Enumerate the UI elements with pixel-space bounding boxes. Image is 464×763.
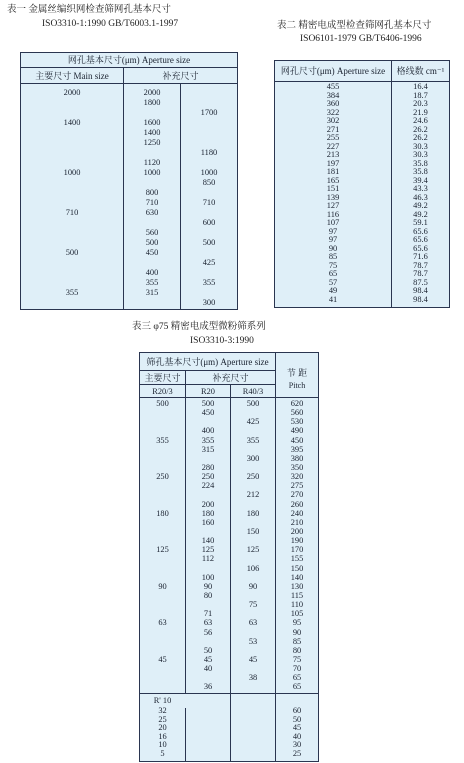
table3-col-pitch-cell: 130: [290, 581, 304, 591]
table2-col-lines-cell: 78.7: [413, 269, 428, 278]
table2-col-sizes-cell: 384: [326, 90, 340, 100]
table3-col-r403-cell: [231, 445, 275, 454]
table3-col-r203-cell: [140, 463, 185, 472]
table3-col-pitch-r10-cell: 45: [292, 723, 302, 733]
table2-col-sizes-cell: 127: [326, 201, 340, 210]
table2-col-sizes-cell: 181: [326, 167, 340, 176]
table1-col-supp1-cell: 400: [145, 268, 159, 277]
table2-col-sizes-cell: 107: [326, 218, 340, 227]
table3-col-pitch-r10-cell: 50: [292, 714, 302, 724]
table1-caption: 表一 金属丝编织网检查筛网孔基本尺寸: [7, 5, 171, 15]
table3-col-r20-cell: [186, 600, 230, 609]
table1-col-supp2-cell: [181, 228, 237, 238]
table2-col-sizes-cell: 271: [326, 124, 340, 134]
table3-col-r20-cell: [186, 637, 230, 646]
table2-col-lines-cell: 71.6: [413, 252, 428, 261]
table3-col-pitch-cell: 275: [290, 481, 304, 491]
table1-col-main-cell: [21, 298, 123, 308]
table1-col-supp1-cell: [124, 178, 180, 188]
table2-col-lines-cell: 43.3: [413, 184, 428, 193]
table3-col-r20-cell: [186, 673, 230, 682]
table1-header-supp: 补充尺寸: [162, 71, 199, 81]
table3-col-pitch-r10-cell: 25: [292, 748, 302, 758]
table2-col-lines-cell: 26.2: [413, 124, 428, 134]
table3-col-r203-cell: 90: [158, 581, 167, 591]
table3-col-r203-cell: [140, 682, 185, 691]
table3-col-r20-cell: 250: [201, 472, 215, 482]
table3-col-r403-cell: 53: [248, 636, 258, 646]
table1-col-main-cell: [21, 138, 123, 148]
table1-col-main-cell: [21, 158, 123, 168]
table3-col-r403-cell: 45: [248, 654, 258, 664]
table2-col-sizes-cell: 116: [326, 209, 340, 219]
table3-col-r203-cell: [140, 609, 185, 618]
table3-header-pitch-en: Pitch: [288, 381, 306, 390]
table2-col-lines: [392, 83, 449, 304]
table3-col-r20-cell: 400: [201, 426, 215, 436]
table1-col-supp1-cell: 355: [145, 278, 159, 287]
table2-col-lines-cell: 35.8: [413, 167, 428, 176]
table3-col-r20-cell: 36: [203, 682, 213, 692]
table1-col-supp2-cell: 355: [202, 278, 216, 287]
table1-col-supp1-cell: 1800: [143, 98, 161, 107]
table3-standard: ISO3310-3:1990: [190, 336, 254, 346]
table1-col-main-cell: [21, 198, 123, 208]
table3-col-r403-cell: 250: [246, 472, 260, 482]
table1-col-supp1-cell: 1250: [143, 138, 161, 147]
table2-col-sizes-cell: 255: [326, 133, 340, 142]
table3-col-r203-cell: 45: [158, 654, 167, 664]
table1-col-supp1-cell: 1120: [143, 158, 161, 167]
table3-col-pitch-r10: [276, 707, 318, 759]
table3-col-r203-cell: [140, 500, 185, 509]
table3-col-r10-cell: 32: [158, 706, 167, 715]
table1-col-supp2-cell: 425: [202, 258, 216, 267]
table1-col-main-cell: 500: [65, 248, 79, 257]
table3-col-pitch-cell: 65: [292, 682, 302, 692]
table1-col-supp2-cell: [181, 158, 237, 168]
table2-col-sizes-cell: 322: [326, 107, 340, 117]
table3-col-r403-cell: 106: [246, 563, 260, 573]
table1-col-supp1-cell: 630: [145, 208, 159, 217]
table2-col-lines-cell: 98.4: [413, 286, 428, 295]
table1-col-supp2-cell: [181, 188, 237, 198]
table2-col-lines-cell: 24.6: [413, 116, 428, 125]
table1-col-main-cell: [21, 278, 123, 288]
table3-col-r403-cell: [231, 573, 275, 582]
table2-col-lines-cell: 18.7: [413, 90, 428, 100]
table3-col-r403-cell: 425: [246, 417, 260, 427]
table1-col-supp1-cell: 450: [145, 248, 159, 257]
table3-col-r10-cell: 16: [158, 731, 167, 741]
table3-col-pitch-cell: 75: [292, 654, 302, 664]
table3-col-r403-cell: [231, 518, 275, 527]
table3-col-r403-cell: 212: [246, 490, 260, 500]
table1-col-supp1-cell: [124, 108, 180, 118]
table1-col-supp2-cell: 500: [202, 238, 216, 247]
table2-col-lines-cell: 49.2: [413, 209, 428, 219]
table3-col-r20-cell: 63: [203, 618, 213, 628]
table3-col-r403-cell: [231, 500, 275, 509]
table2-col-sizes-cell: 75: [328, 260, 338, 270]
table1-col-supp1-cell: 800: [145, 188, 159, 197]
table3-col-r203-cell: [140, 573, 185, 582]
table2-col-sizes-cell: 151: [326, 184, 340, 193]
table2-col-sizes-cell: 197: [326, 158, 340, 168]
table2-col-lines-cell: 35.8: [413, 158, 428, 168]
table1-col-main-cell: [21, 228, 123, 238]
table3-col-pitch-r10-cell: 40: [292, 731, 302, 741]
table3-col-r203-cell: [140, 426, 185, 435]
table1-col-supp1-cell: 1600: [143, 118, 161, 127]
table1-header-group: 网孔基本尺寸(μm) Aperture size: [67, 55, 191, 65]
table1-col-supp1-cell: 710: [145, 198, 159, 207]
table3-col-r203-cell: 180: [156, 508, 169, 518]
table2-col-sizes-cell: 65: [328, 269, 338, 278]
table3-col-r203-cell: [140, 564, 185, 573]
table3: [139, 352, 319, 762]
table3-col-r20-cell: [186, 417, 230, 426]
table2-col-sizes-cell: 227: [326, 141, 340, 151]
table1-col-main-cell: [21, 148, 123, 158]
table1-col-supp1-cell: [124, 148, 180, 158]
table3-col-r203-cell: 63: [158, 618, 167, 628]
table1-col-supp2-cell: 710: [202, 198, 216, 207]
table3-col-pitch-cell: 320: [290, 472, 304, 482]
table3-col-r203-cell: [140, 673, 185, 682]
table2-header-lines: 格线数 cm⁻¹: [396, 66, 445, 76]
table3-col-r20-cell: [186, 490, 230, 499]
table1-col-supp2-cell: [181, 288, 237, 298]
table2-col-lines-cell: 21.9: [413, 107, 428, 117]
table1-col-main-cell: 1000: [63, 168, 81, 177]
table1-col-main-cell: [21, 238, 123, 248]
table3-col-r20-cell: 80: [203, 590, 213, 600]
table3-col-pitch-cell: 240: [290, 508, 304, 518]
table1-col-supp2-cell: [181, 128, 237, 138]
table3-col-r203-cell: [140, 536, 185, 545]
table3-sub-r20: R20: [201, 387, 215, 396]
table2-col-sizes-cell: 97: [328, 235, 338, 244]
table1-header-main: 主要尺寸 Main size: [35, 71, 109, 81]
table3-col-pitch-cell: 150: [290, 563, 304, 573]
table3-col-pitch-cell: 490: [290, 426, 304, 436]
table3-col-r20-cell: 112: [201, 554, 215, 564]
table1-col-supp2-cell: [181, 208, 237, 218]
table1-col-main-cell: 355: [65, 288, 79, 297]
table1-col-supp2-cell: [181, 118, 237, 128]
table3-col-pitch-cell: 110: [290, 600, 304, 610]
table2-col-sizes-cell: 41: [328, 294, 338, 304]
table2-col-lines-cell: 59.1: [413, 218, 428, 227]
table3-col-r203-cell: 125: [156, 545, 169, 555]
table3-col-r203-cell: [140, 490, 185, 499]
table3-col-r203-cell: [140, 527, 185, 536]
table3-col-r20-cell: [186, 527, 230, 536]
table3-col-pitch-cell: 350: [290, 462, 304, 472]
table3-col-r203-cell: [140, 591, 185, 600]
table3-col-r203-cell: [140, 454, 185, 463]
table3-col-r20-cell: 45: [203, 654, 213, 664]
table2-col-lines-cell: 78.7: [413, 260, 428, 270]
table3-header-supp: 补充尺寸: [212, 373, 249, 383]
table2-col-lines-cell: 65.6: [413, 226, 428, 236]
table1-standard: ISO3310-1:1990 GB/T6003.1-1997: [42, 19, 179, 29]
table2-col-sizes-cell: 165: [326, 175, 340, 185]
table3-col-r403-cell: [231, 536, 275, 545]
table1-col-main-cell: 1400: [63, 118, 81, 127]
table3-col-r20-cell: 56: [203, 627, 213, 637]
table3-col-r403-cell: [231, 426, 275, 435]
table1-col-supp2-cell: [181, 138, 237, 148]
table2-col-sizes-cell: 49: [328, 286, 338, 295]
table2-col-lines-cell: 30.3: [413, 150, 428, 159]
table3-col-pitch-cell: 620: [290, 399, 304, 408]
table2-col-sizes: [275, 83, 391, 304]
table1-col-main-cell: [21, 258, 123, 268]
table1-col-supp2-cell: [181, 268, 237, 278]
table3-col-r403-cell: 180: [246, 508, 260, 518]
table1-col-supp1-cell: [124, 298, 180, 308]
table1-col-main-cell: [21, 108, 123, 118]
table1-col-supp1-cell: 560: [145, 228, 159, 237]
table2-col-lines-cell: 16.4: [413, 82, 428, 91]
table1-col-main-cell: [21, 268, 123, 278]
table3-col-r203-cell: [140, 408, 185, 417]
table3-col-r20-cell: 125: [201, 545, 215, 555]
table3-col-r403-cell: [231, 628, 275, 637]
table1-col-supp2-cell: 1700: [200, 108, 218, 117]
table1-col-supp1-cell: 2000: [143, 88, 161, 97]
table2-col-sizes-cell: 302: [326, 116, 340, 125]
table1-col-supp2-cell: 1180: [200, 148, 218, 157]
table2-col-sizes-cell: 455: [326, 82, 340, 91]
table3-col-pitch-r10-cell: 30: [292, 740, 302, 750]
table1-col-main-cell: [21, 188, 123, 198]
table3-col-pitch-cell: 380: [290, 453, 304, 463]
table3-sub-r403: R40/3: [242, 387, 264, 396]
table3-col-r403-cell: [231, 609, 275, 618]
table3-col-pitch-cell: 70: [292, 664, 302, 674]
table3-col-pitch-cell: 395: [290, 444, 304, 454]
table2-col-sizes-cell: 90: [328, 243, 338, 253]
table3-caption: 表三 φ75 精密电成型微粉筛系列: [132, 322, 266, 332]
table3-col-r403-cell: 90: [248, 581, 258, 591]
table3-col-r10-cell: 10: [158, 740, 167, 750]
table2-col-lines-cell: 87.5: [413, 277, 428, 287]
table1-col-supp1-cell: [124, 258, 180, 268]
table3-col-r403-cell: [231, 463, 275, 472]
table1-col-main-cell: [21, 218, 123, 228]
table3-col-pitch-cell: 80: [292, 645, 302, 655]
table1-col-supp2-cell: 600: [202, 218, 216, 227]
table3-col-r403-cell: 150: [246, 526, 260, 536]
table2-col-sizes-cell: 360: [326, 99, 340, 108]
table3-col-r203-cell: [140, 417, 185, 426]
table1-col-supp2-cell: 850: [202, 178, 216, 187]
table3-col-pitch-cell: 155: [290, 554, 304, 564]
table3-col-r403-cell: [231, 646, 275, 655]
table3-col-pitch-cell: 105: [290, 609, 304, 619]
table1-col-supp1-cell: [124, 218, 180, 228]
table3-col-r20-cell: 315: [201, 444, 215, 454]
table1-col-supp1-cell: 315: [145, 288, 159, 297]
table2-standard: ISO6101-1979 GB/T6406-1996: [300, 34, 422, 44]
table3-col-r10-cell: 20: [158, 723, 167, 733]
table1-col-supp1-cell: 500: [145, 238, 159, 247]
table1-col-main-cell: [21, 98, 123, 108]
table2-col-sizes-cell: 97: [328, 226, 338, 236]
table3-col-pitch-cell: 140: [290, 572, 304, 582]
table2: [274, 60, 450, 308]
table3-col-r20-cell: 450: [201, 408, 215, 418]
table3-col-r203-cell: 500: [156, 399, 169, 408]
table3-col-r20-cell: 500: [201, 399, 215, 408]
table2-col-lines-cell: 98.4: [413, 294, 428, 304]
table3-col-r203-cell: [140, 664, 185, 673]
table3-col-r403-cell: 63: [248, 618, 258, 628]
table1-col-main-cell: [21, 178, 123, 188]
table3-col-r20-cell: 200: [201, 499, 215, 509]
table2-col-sizes-cell: 213: [326, 150, 340, 159]
table1-col-supp2-cell: [181, 248, 237, 258]
table1-col-main: [21, 88, 123, 308]
table3-sub-r203: R20/3: [152, 387, 173, 396]
table3-col-r20-cell: 50: [203, 645, 213, 655]
table1-col-supp1-cell: 1400: [143, 128, 161, 137]
table1-col-main-cell: [21, 128, 123, 138]
table2-col-lines-cell: 46.3: [413, 192, 428, 202]
table3-col-r10-cell: 5: [160, 748, 165, 758]
table3-col-r203: [140, 399, 185, 692]
table3-col-r203-cell: [140, 481, 185, 490]
table3-col-r203-cell: 250: [156, 472, 169, 482]
table3-col-r403-cell: 38: [248, 673, 258, 683]
table3-col-r403-cell: [231, 682, 275, 691]
table2-col-lines-cell: 49.2: [413, 201, 428, 210]
table3-col-pitch-cell: 270: [290, 490, 304, 500]
table2-col-lines-cell: 26.2: [413, 133, 428, 142]
table3-col-pitch-cell: 200: [290, 526, 304, 536]
table2-col-lines-cell: 65.6: [413, 235, 428, 244]
table3-col-r203-cell: [140, 628, 185, 637]
table3-col-r203-cell: [140, 445, 185, 454]
table1-col-main-cell: 710: [65, 208, 79, 217]
table3-col-r20-cell: 355: [201, 435, 215, 445]
table3-col-r203-cell: [140, 518, 185, 527]
table3-col-pitch-cell: 170: [290, 545, 304, 555]
table3-col-r20-cell: 40: [203, 664, 213, 674]
table3-col-r20-cell: [186, 564, 230, 573]
table3-col-r203-cell: [140, 637, 185, 646]
table3-col-r20-cell: [186, 454, 230, 463]
table3-col-pitch-cell: 560: [290, 408, 304, 418]
table3-header-pitch-cn: 节 距: [286, 368, 308, 378]
table3-col-r403-cell: [231, 554, 275, 563]
table3-col-pitch-cell: 210: [290, 517, 304, 527]
table3-col-r20-cell: 224: [201, 481, 215, 491]
table3-col-pitch-cell: 190: [290, 536, 304, 546]
table1-col-supp2-cell: [181, 88, 237, 98]
table3-col-pitch-cell: 115: [290, 590, 304, 600]
table1-col-supp1-cell: 1000: [143, 168, 161, 177]
table3-col-r403-cell: 355: [246, 435, 260, 445]
table2-col-lines-cell: 20.3: [413, 99, 428, 108]
table3-header-group: 筛孔基本尺寸(μm) Aperture size: [146, 357, 269, 367]
table3-col-r203-cell: [140, 646, 185, 655]
table3-header-main: 主要尺寸: [144, 373, 181, 383]
table3-col-r203-cell: [140, 554, 185, 563]
table3-col-r203-cell: [140, 600, 185, 609]
table2-col-lines-cell: 39.4: [413, 175, 428, 185]
table3-col-pitch: [276, 399, 318, 692]
table3-col-r403-cell: [231, 591, 275, 600]
table3-col-r403-cell: [231, 481, 275, 490]
table2-col-sizes-cell: 57: [328, 277, 338, 287]
table1-col-supp2: [181, 88, 237, 308]
table3-col-pitch-cell: 260: [290, 499, 304, 509]
table3-col-r20: [186, 399, 230, 692]
table1-col-supp2-cell: 300: [202, 298, 216, 307]
table2-col-sizes-cell: 139: [326, 192, 340, 202]
table3-col-r10-cell: 25: [158, 714, 167, 724]
table3-col-pitch-r10-cell: 60: [292, 706, 302, 715]
table1-col-supp1: [124, 88, 180, 308]
table3-col-r403-cell: 75: [248, 600, 258, 610]
table3-r-prime-label: R' 10: [153, 696, 172, 705]
table3-col-r403-cell: [231, 664, 275, 673]
table3-col-r10: [140, 707, 185, 759]
table3-col-r20-cell: 71: [203, 609, 213, 619]
table1-col-supp2-cell: 1000: [200, 168, 218, 177]
table1: [20, 52, 238, 310]
table3-col-r20-cell: 180: [201, 508, 215, 518]
table3-col-r20-cell: 280: [201, 462, 215, 472]
table2-col-lines-cell: 30.3: [413, 141, 428, 151]
table1-col-main-cell: 2000: [63, 88, 81, 97]
table3-col-r403-cell: [231, 408, 275, 417]
table3-col-pitch-cell: 85: [292, 636, 302, 646]
table3-col-r20-cell: 100: [201, 572, 215, 582]
table3-col-pitch-cell: 530: [290, 417, 304, 427]
table3-col-pitch-cell: 90: [292, 627, 302, 637]
table3-col-r203-cell: 355: [156, 435, 169, 445]
table3-col-r20-cell: 140: [201, 536, 215, 546]
table1-col-supp2-cell: [181, 98, 237, 108]
table3-col-pitch-cell: 65: [292, 673, 302, 683]
table2-col-sizes-cell: 85: [328, 252, 338, 261]
table3-col-pitch-cell: 450: [290, 435, 304, 445]
table3-col-r20-cell: 90: [203, 581, 213, 591]
table3-col-r20-cell: 160: [201, 517, 215, 527]
table3-col-r403-cell: 500: [246, 399, 260, 408]
table2-header-size: 网孔尺寸(μm) Aperture size: [280, 66, 386, 76]
table3-col-r403-cell: 300: [246, 453, 260, 463]
table3-col-r403-cell: 125: [246, 545, 260, 555]
table2-caption: 表二 精密电成型检查筛网孔基本尺寸: [277, 21, 432, 31]
table3-col-r403: [231, 399, 275, 692]
table2-col-lines-cell: 65.6: [413, 243, 428, 253]
table3-col-pitch-cell: 95: [292, 618, 302, 628]
